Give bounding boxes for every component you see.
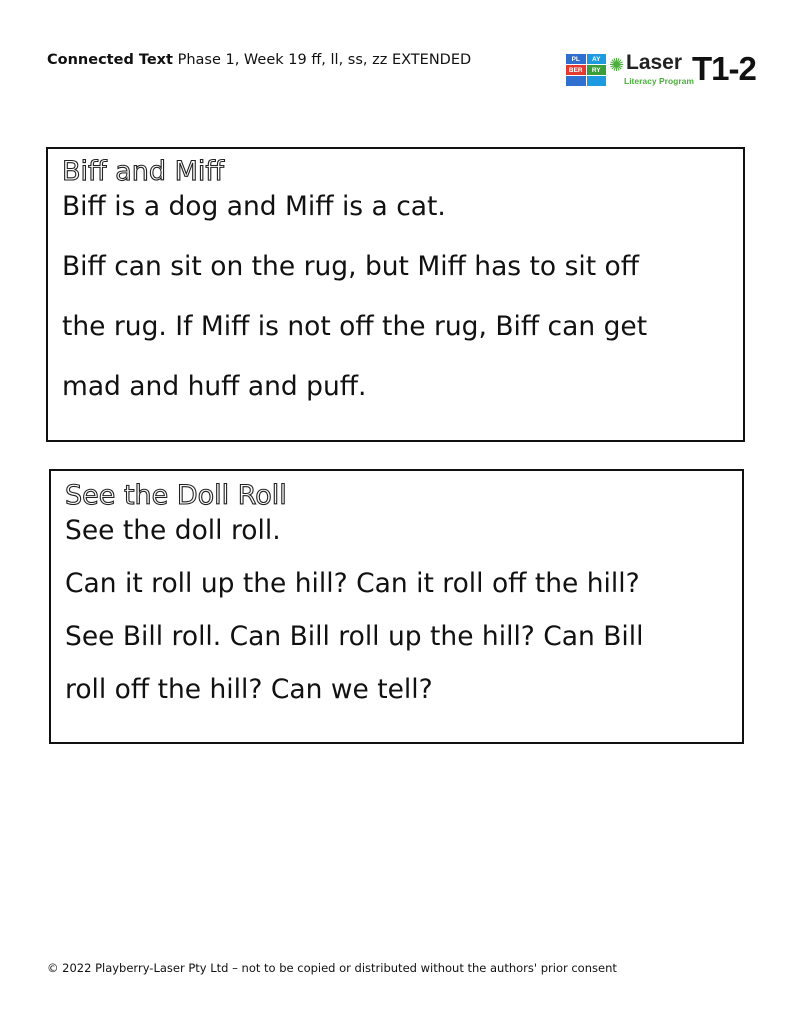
starburst-icon: ✺ [609,55,625,76]
logo-grid-cell [587,76,607,86]
logo-tagline: Literacy Program [624,76,694,86]
header-subtitle: Phase 1, Week 19 ff, ll, ss, zz EXTENDED [177,52,472,68]
logo-grid-cell: AY [587,54,607,64]
logo-grid-cell: RY [587,65,607,75]
playberry-grid-icon [566,54,606,86]
header-lead: Connected Text [47,52,173,68]
story-line: mad and huff and puff. [62,371,367,402]
story-line: Biff is a dog and Miff is a cat. [62,191,446,222]
level-badge: T1-2 [692,50,756,87]
story-line: See Bill roll. Can Bill roll up the hill? Can Bill [65,621,644,652]
logo-grid-cell [566,76,586,86]
logo-wordmark: Laser [626,51,683,74]
story-line: Can it roll up the hill? Can it roll off the hill? [65,568,640,599]
playberry-laser-logo [566,52,756,90]
logo-grid-cell: PL [566,54,586,64]
story-line: the rug. If Miff is not off the rug, Biff can get [62,311,648,342]
story-title: See the Doll Roll [65,480,287,511]
story-line: Biff can sit on the rug, but Miff has to sit off [62,251,640,282]
story-title: Biff and Miff [62,156,224,187]
story-box-biff-and-miff [46,147,745,442]
story-line: See the doll roll. [65,515,281,546]
logo-grid-cell: BER [566,65,586,75]
story-line: roll off the hill? Can we tell? [65,674,433,705]
page-header [47,52,471,68]
story-box-see-the-doll-roll [49,469,744,744]
copyright-footer: © 2022 Playberry-Laser Pty Ltd – not to be copied or distributed without the authors' prior consent [47,961,617,975]
